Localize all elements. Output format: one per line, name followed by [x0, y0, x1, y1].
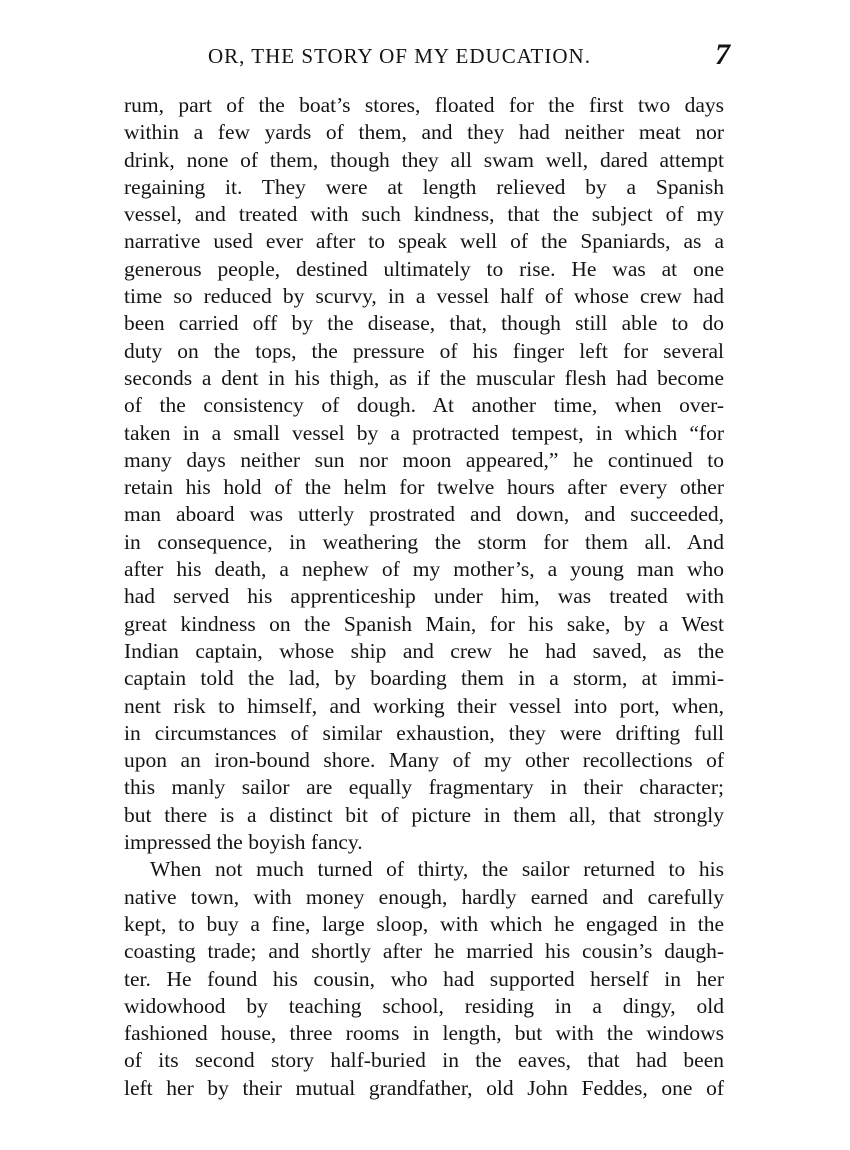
text-line: been carried off by the disease, that, though still able to do: [124, 311, 724, 336]
text-line: but there is a distinct bit of picture in them all, that strongly: [124, 802, 724, 827]
text-line: coasting trade; and shortly after he married his cousin’s daugh-: [124, 939, 724, 964]
text-line: retain his hold of the helm for twelve hours after every other: [124, 475, 724, 500]
text-line: rum, part of the boat’s stores, floated for the first two days: [124, 93, 724, 117]
text-line: drink, none of them, though they all swam well, dared attempt: [124, 147, 724, 172]
text-line: taken in a small vessel by a protracted tempest, in which “for: [124, 420, 724, 445]
text-line: of its second story half-buried in the eaves, that had been: [124, 1048, 724, 1073]
running-head: [118, 40, 730, 76]
text-line: many days neither sun nor moon appeared,” he continued to: [124, 447, 724, 472]
text-line: left her by their mutual grandfather, old John Feddes, one of: [124, 1075, 724, 1100]
text-line: after his death, a nephew of my mother’s, a young man who: [124, 557, 724, 582]
text-line: fashioned house, three rooms in length, but with the windows: [124, 1021, 724, 1046]
text-line: Indian captain, whose ship and crew he had saved, as the: [124, 638, 724, 663]
text-line: nent risk to himself, and working their vessel into port, when,: [124, 693, 724, 718]
page-number: 7: [715, 38, 730, 71]
text-line: ter. He found his cousin, who had supported herself in her: [124, 966, 724, 991]
running-title: OR, THE STORY OF MY EDUCATION.: [208, 44, 591, 68]
text-line: generous people, destined ultimately to rise. He was at one: [124, 256, 724, 281]
text-line: man aboard was utterly prostrated and down, and succeeded,: [124, 502, 724, 527]
text-line: duty on the tops, the pressure of his finger left for several: [124, 338, 724, 363]
text-line: in consequence, in weathering the storm for them all. And: [124, 529, 724, 554]
text-line: within a few yards of them, and they had neither meat nor: [124, 120, 724, 145]
body-text: [124, 92, 724, 1102]
paragraph-end-line: impressed the boyish fancy.: [124, 830, 363, 855]
text-line: seconds a dent in his thigh, as if the muscular flesh had become: [124, 365, 724, 390]
text-line: regaining it. They were at length relieved by a Spanish: [124, 174, 724, 199]
paragraph-start-line: When not much turned of thirty, the sailor returned to his: [150, 857, 724, 882]
text-line: time so reduced by scurvy, in a vessel half of whose crew had: [124, 284, 724, 309]
text-line: captain told the lad, by boarding them in a storm, at immi-: [124, 666, 724, 691]
text-line: in circumstances of similar exhaustion, they were drifting full: [124, 720, 724, 745]
text-line: great kindness on the Spanish Main, for his sake, by a West: [124, 611, 724, 636]
text-line: vessel, and treated with such kindness, that the subject of my: [124, 202, 724, 227]
text-line: kept, to buy a fine, large sloop, with which he engaged in the: [124, 911, 724, 936]
text-line: this manly sailor are equally fragmentary in their character;: [124, 775, 724, 800]
text-line: widowhood by teaching school, residing in a dingy, old: [124, 993, 724, 1018]
text-line: of the consistency of dough. At another time, when over-: [124, 393, 724, 418]
text-line: upon an iron-bound shore. Many of my other recollections of: [124, 748, 724, 773]
text-line: had served his apprenticeship under him, was treated with: [124, 584, 724, 609]
text-line: narrative used ever after to speak well of the Spaniards, as a: [124, 229, 724, 254]
text-line: native town, with money enough, hardly earned and carefully: [124, 884, 724, 909]
